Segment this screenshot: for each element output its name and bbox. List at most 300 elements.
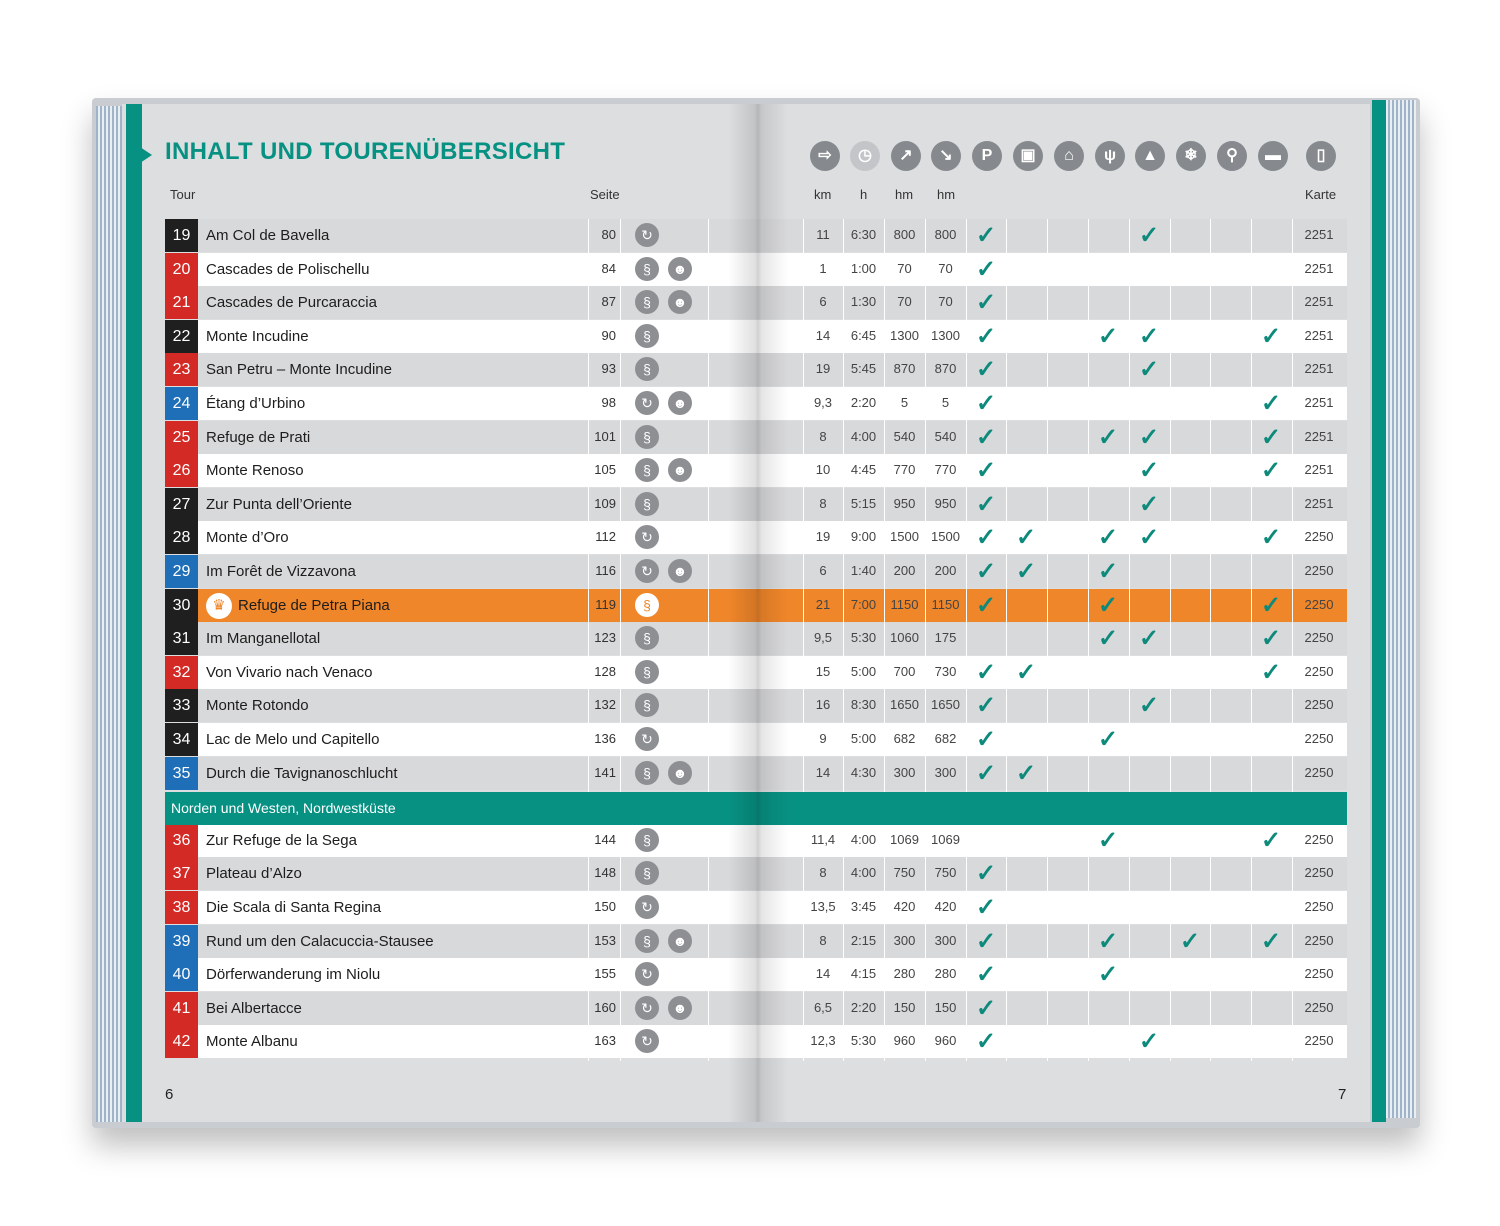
tour-number: 41 — [165, 992, 198, 1025]
one-way-icon: § — [635, 761, 659, 785]
cable-car-icon: ⌂ — [1054, 141, 1084, 171]
column-divider — [620, 219, 621, 1061]
ascent-value: 1650 — [890, 697, 919, 712]
check-icon: ✓ — [975, 592, 997, 619]
column-divider — [1088, 219, 1089, 1061]
descent-value: 800 — [934, 227, 957, 242]
column-divider — [588, 219, 589, 1061]
check-icon: ✓ — [1138, 1028, 1160, 1055]
overnight-icon: ▬ — [1258, 141, 1288, 171]
ascent-value: 200 — [893, 563, 916, 578]
hours-value: 9:00 — [850, 529, 877, 544]
tour-name: Rund um den Calacuccia-Stausee — [206, 933, 434, 950]
ascent-value: 682 — [893, 731, 916, 746]
tour-page: 84 — [601, 261, 616, 276]
descent-value: 70 — [938, 261, 953, 276]
check-icon: ✓ — [975, 760, 997, 787]
check-icon: ✓ — [975, 390, 997, 417]
tour-number: 42 — [165, 1025, 198, 1058]
descent-value: 960 — [934, 1033, 957, 1048]
check-icon: ✓ — [1015, 558, 1037, 585]
map-number: 2251 — [1304, 361, 1334, 376]
check-icon: ✓ — [1260, 827, 1282, 854]
check-icon: ✓ — [975, 692, 997, 719]
check-icon: ✓ — [975, 524, 997, 551]
tour-page: 141 — [594, 765, 616, 780]
tour-page: 163 — [594, 1033, 616, 1048]
map-number: 2250 — [1304, 966, 1334, 981]
page-number-right: 7 — [1338, 1086, 1347, 1103]
check-icon: ✓ — [1260, 659, 1282, 686]
map-number: 2250 — [1304, 529, 1334, 544]
ascent-value: 750 — [893, 865, 916, 880]
tour-page: 155 — [594, 966, 616, 981]
restaurant-icon: ψ — [1095, 141, 1125, 171]
tour-number: 35 — [165, 757, 198, 790]
descent-icon: ↘ — [931, 141, 961, 171]
col-header-seite: Seite — [590, 187, 620, 202]
map-number: 2251 — [1304, 395, 1334, 410]
tour-page: 132 — [594, 697, 616, 712]
round-trip-icon: ↻ — [635, 391, 659, 415]
tour-name: Monte d’Oro — [206, 529, 289, 546]
km-value: 6 — [819, 563, 827, 578]
check-icon: ✓ — [1097, 524, 1119, 551]
hours-value: 5:45 — [850, 361, 877, 376]
map-number: 2250 — [1304, 933, 1334, 948]
one-way-icon: § — [635, 861, 659, 885]
tour-name: Am Col de Bavella — [206, 227, 330, 244]
mountain-hut-icon: ▲ — [1135, 141, 1165, 171]
map-icon: ▯ — [1306, 141, 1336, 171]
tour-number: 24 — [165, 387, 198, 420]
km-value: 11 — [816, 227, 830, 242]
descent-value: 280 — [934, 966, 957, 981]
km-value: 8 — [819, 429, 827, 444]
col-header-tour: Tour — [170, 187, 196, 202]
page-edges-right — [1386, 100, 1416, 1118]
tour-number: 21 — [165, 286, 198, 319]
check-icon: ✓ — [975, 961, 997, 988]
descent-value: 1069 — [931, 832, 960, 847]
check-icon: ✓ — [1097, 625, 1119, 652]
map-number: 2250 — [1304, 664, 1334, 679]
check-icon: ✓ — [1260, 928, 1282, 955]
column-divider — [966, 219, 967, 1061]
km-value: 21 — [815, 597, 831, 612]
check-icon: ✓ — [1138, 692, 1160, 719]
check-icon: ✓ — [1097, 323, 1119, 350]
map-number: 2251 — [1304, 328, 1334, 343]
tour-name: Zur Punta dell’Oriente — [206, 496, 352, 513]
check-icon: ✓ — [1015, 760, 1037, 787]
column-divider — [1006, 219, 1007, 1061]
column-divider — [1210, 219, 1211, 1061]
hours-value: 4:00 — [850, 429, 877, 444]
descent-value: 300 — [934, 933, 957, 948]
tour-number: 28 — [165, 521, 198, 554]
descent-value: 175 — [934, 630, 957, 645]
tour-name: Cascades de Purcaraccia — [206, 294, 377, 311]
check-icon: ✓ — [1138, 222, 1160, 249]
check-icon: ✓ — [1138, 457, 1160, 484]
hours-value: 2:15 — [850, 933, 877, 948]
round-trip-icon: ↻ — [635, 996, 659, 1020]
map-number: 2251 — [1304, 429, 1334, 444]
tour-page: 87 — [601, 294, 616, 309]
tour-page: 112 — [595, 529, 616, 544]
check-icon: ✓ — [1260, 390, 1282, 417]
tour-number: 31 — [165, 622, 198, 655]
descent-value: 1150 — [931, 597, 960, 612]
ascent-value: 1069 — [890, 832, 919, 847]
tour-page: 116 — [595, 563, 616, 578]
check-icon: ✓ — [975, 256, 997, 283]
map-number: 2250 — [1304, 630, 1334, 645]
descent-value: 750 — [934, 865, 957, 880]
check-icon: ✓ — [1097, 827, 1119, 854]
km-value: 15 — [815, 664, 831, 679]
hours-value: 2:20 — [850, 395, 877, 410]
page-title: INHALT UND TOURENÜBERSICHT — [165, 138, 566, 165]
km-value: 16 — [815, 697, 831, 712]
tour-name: Refuge de Prati — [206, 429, 311, 446]
hours-value: 8:30 — [850, 697, 877, 712]
check-icon: ✓ — [1260, 625, 1282, 652]
tour-name: Lac de Melo und Capitello — [206, 731, 380, 748]
tour-name: Die Scala di Santa Regina — [206, 899, 382, 916]
descent-value: 300 — [934, 765, 957, 780]
km-value: 6 — [819, 294, 827, 309]
hours-value: 6:45 — [850, 328, 877, 343]
column-divider — [708, 219, 709, 1061]
tour-number: 30 — [165, 589, 198, 622]
one-way-icon: § — [635, 290, 659, 314]
kids-bear-icon: ☻ — [668, 559, 692, 583]
tour-name: Im Manganellotal — [206, 630, 321, 647]
one-way-icon: § — [635, 593, 659, 617]
map-number: 2251 — [1304, 261, 1334, 276]
page-number-left: 6 — [165, 1086, 174, 1103]
tour-name: Refuge de Petra Piana — [238, 597, 390, 614]
tour-number: 29 — [165, 555, 198, 588]
check-icon: ✓ — [975, 356, 997, 383]
ascent-value: 70 — [897, 294, 912, 309]
check-icon: ✓ — [975, 659, 997, 686]
column-divider — [1129, 219, 1130, 1061]
map-number: 2250 — [1304, 832, 1334, 847]
check-icon: ✓ — [1138, 491, 1160, 518]
round-trip-icon: ↻ — [635, 1029, 659, 1053]
tour-page: 148 — [594, 865, 616, 880]
check-icon: ✓ — [1179, 928, 1201, 955]
check-icon: ✓ — [1138, 424, 1160, 451]
map-number: 2250 — [1304, 865, 1334, 880]
tour-number: 19 — [165, 219, 198, 252]
tour-number: 39 — [165, 925, 198, 958]
map-number: 2251 — [1304, 294, 1334, 309]
bike-icon: ⚲ — [1217, 141, 1247, 171]
check-icon: ✓ — [1097, 592, 1119, 619]
check-icon: ✓ — [1138, 323, 1160, 350]
tour-name: Im Forêt de Vizzavona — [206, 563, 356, 580]
round-trip-icon: ↻ — [635, 525, 659, 549]
descent-value: 420 — [934, 899, 957, 914]
map-number: 2250 — [1304, 765, 1334, 780]
ascent-value: 280 — [893, 966, 916, 981]
hours-value: 1:30 — [850, 294, 877, 309]
one-way-icon: § — [635, 693, 659, 717]
ascent-value: 420 — [893, 899, 916, 914]
ascent-value: 700 — [893, 664, 916, 679]
column-divider — [803, 219, 804, 1061]
km-value: 13,5 — [810, 899, 836, 914]
tour-page: 101 — [594, 429, 616, 444]
round-trip-icon: ↻ — [635, 223, 659, 247]
signpost-icon: ⇨ — [810, 141, 840, 171]
tour-number: 38 — [165, 891, 198, 924]
col-header-hm-up: hm — [895, 187, 914, 202]
map-number: 2250 — [1304, 697, 1334, 712]
one-way-icon: § — [635, 492, 659, 516]
km-value: 14 — [815, 328, 831, 343]
hours-value: 6:30 — [850, 227, 877, 242]
round-trip-icon: ↻ — [635, 559, 659, 583]
hours-value: 2:20 — [850, 1000, 877, 1015]
check-icon: ✓ — [975, 491, 997, 518]
km-value: 12,3 — [810, 1033, 836, 1048]
descent-value: 870 — [934, 361, 957, 376]
check-icon: ✓ — [1260, 457, 1282, 484]
ascent-value: 300 — [893, 765, 916, 780]
ascent-value: 150 — [893, 1000, 916, 1015]
tour-number: 33 — [165, 689, 198, 722]
tour-number: 22 — [165, 320, 198, 353]
km-value: 19 — [815, 529, 831, 544]
check-icon: ✓ — [975, 995, 997, 1022]
ascent-value: 1500 — [890, 529, 919, 544]
column-divider — [884, 219, 885, 1061]
hours-value: 4:15 — [850, 966, 877, 981]
hours-value: 1:00 — [850, 261, 877, 276]
check-icon: ✓ — [975, 726, 997, 753]
hours-value: 5:00 — [850, 731, 877, 746]
km-value: 6,5 — [813, 1000, 833, 1015]
crown-icon: ♛ — [206, 593, 232, 619]
descent-value: 682 — [934, 731, 957, 746]
tour-page: 90 — [601, 328, 616, 343]
tour-number: 36 — [165, 824, 198, 857]
check-icon: ✓ — [975, 457, 997, 484]
map-number: 2250 — [1304, 597, 1334, 612]
hours-value: 4:00 — [850, 832, 877, 847]
tour-page: 105 — [594, 462, 616, 477]
tour-page: 160 — [594, 1000, 616, 1015]
check-icon: ✓ — [1260, 524, 1282, 551]
right-teal-border — [1372, 100, 1386, 1122]
hours-value: 4:00 — [850, 865, 877, 880]
hours-value: 7:00 — [850, 597, 877, 612]
check-icon: ✓ — [1138, 625, 1160, 652]
hours-value: 5:00 — [850, 664, 877, 679]
tour-name: Plateau d’Alzo — [206, 865, 302, 882]
km-value: 19 — [815, 361, 831, 376]
check-icon: ✓ — [1097, 558, 1119, 585]
ascent-value: 770 — [893, 462, 916, 477]
ascent-value: 70 — [897, 261, 912, 276]
descent-value: 5 — [941, 395, 950, 410]
map-number: 2251 — [1304, 462, 1334, 477]
col-header-karte: Karte — [1305, 187, 1337, 202]
km-value: 8 — [819, 865, 827, 880]
tour-name: Zur Refuge de la Sega — [206, 832, 357, 849]
check-icon: ✓ — [1097, 961, 1119, 988]
page-edges-left — [96, 106, 122, 1122]
map-number: 2250 — [1304, 1000, 1334, 1015]
check-icon: ✓ — [1260, 424, 1282, 451]
km-value: 9,3 — [813, 395, 833, 410]
tour-page: 119 — [595, 597, 616, 612]
descent-value: 1300 — [931, 328, 960, 343]
ascent-icon: ↗ — [891, 141, 921, 171]
check-icon: ✓ — [1097, 928, 1119, 955]
title-arrow-icon — [140, 147, 152, 163]
hours-value: 1:40 — [850, 563, 877, 578]
km-value: 10 — [815, 462, 831, 477]
check-icon: ✓ — [975, 928, 997, 955]
kids-bear-icon: ☻ — [668, 929, 692, 953]
descent-value: 730 — [934, 664, 957, 679]
check-icon: ✓ — [975, 894, 997, 921]
kids-bear-icon: ☻ — [668, 290, 692, 314]
km-value: 1 — [819, 261, 827, 276]
col-header-hm-down: hm — [937, 187, 956, 202]
check-icon: ✓ — [1138, 356, 1160, 383]
tour-name: Monte Renoso — [206, 462, 304, 479]
check-icon: ✓ — [1260, 323, 1282, 350]
map-number: 2251 — [1304, 227, 1334, 242]
descent-value: 770 — [934, 462, 957, 477]
one-way-icon: § — [635, 257, 659, 281]
clock-icon: ◷ — [850, 141, 880, 171]
tour-number: 23 — [165, 353, 198, 386]
tour-page: 150 — [594, 899, 616, 914]
one-way-icon: § — [635, 626, 659, 650]
tour-number: 20 — [165, 253, 198, 286]
descent-value: 1650 — [931, 697, 960, 712]
map-number: 2250 — [1304, 1033, 1334, 1048]
tour-page: 80 — [601, 227, 616, 242]
check-icon: ✓ — [1097, 726, 1119, 753]
hours-value: 5:30 — [850, 630, 877, 645]
tour-name: Bei Albertacce — [206, 1000, 302, 1017]
check-icon: ✓ — [975, 424, 997, 451]
book-spine-shadow — [728, 104, 788, 1122]
tour-name: San Petru – Monte Incudine — [206, 361, 392, 378]
kids-bear-icon: ☻ — [668, 996, 692, 1020]
column-divider — [1251, 219, 1252, 1061]
col-header-h: h — [860, 187, 868, 202]
km-value: 8 — [819, 496, 827, 511]
check-icon: ✓ — [975, 323, 997, 350]
km-value: 14 — [815, 765, 831, 780]
km-value: 9 — [819, 731, 827, 746]
col-header-km: km — [814, 187, 832, 202]
one-way-icon: § — [635, 929, 659, 953]
ascent-value: 870 — [893, 361, 916, 376]
column-divider — [1047, 219, 1048, 1061]
tour-name: Monte Albanu — [206, 1033, 298, 1050]
km-value: 9,5 — [813, 630, 833, 645]
tour-number: 40 — [165, 958, 198, 991]
ascent-value: 950 — [893, 496, 916, 511]
one-way-icon: § — [635, 357, 659, 381]
tour-number: 37 — [165, 857, 198, 890]
ascent-value: 1150 — [890, 597, 919, 612]
kids-bear-icon: ☻ — [668, 257, 692, 281]
hours-value: 5:15 — [850, 496, 877, 511]
one-way-icon: § — [635, 425, 659, 449]
tour-name: Étang d’Urbino — [206, 395, 306, 412]
tour-number: 27 — [165, 488, 198, 521]
check-icon: ✓ — [1015, 524, 1037, 551]
map-number: 2250 — [1304, 731, 1334, 746]
left-teal-border — [126, 104, 142, 1122]
km-value: 8 — [819, 933, 827, 948]
check-icon: ✓ — [975, 558, 997, 585]
tour-name: Cascades de Polischellu — [206, 261, 370, 278]
ascent-value: 5 — [900, 395, 909, 410]
round-trip-icon: ↻ — [635, 895, 659, 919]
tour-number: 25 — [165, 421, 198, 454]
hours-value: 4:30 — [850, 765, 877, 780]
section-label: Norden und Westen, Nordwestküste — [171, 800, 396, 816]
hours-value: 5:30 — [850, 1033, 877, 1048]
one-way-icon: § — [635, 324, 659, 348]
check-icon: ✓ — [975, 222, 997, 249]
column-divider — [1170, 219, 1171, 1061]
tour-page: 136 — [594, 731, 616, 746]
one-way-icon: § — [635, 828, 659, 852]
round-trip-icon: ↻ — [635, 962, 659, 986]
ascent-value: 800 — [893, 227, 916, 242]
round-trip-icon: ↻ — [635, 727, 659, 751]
ascent-value: 1060 — [890, 630, 919, 645]
check-icon: ✓ — [1138, 524, 1160, 551]
kids-bear-icon: ☻ — [668, 458, 692, 482]
map-number: 2250 — [1304, 899, 1334, 914]
kids-bear-icon: ☻ — [668, 761, 692, 785]
tour-name: Monte Incudine — [206, 328, 309, 345]
ascent-value: 960 — [893, 1033, 916, 1048]
ascent-value: 540 — [893, 429, 916, 444]
descent-value: 70 — [938, 294, 953, 309]
bus-icon: ▣ — [1013, 141, 1043, 171]
tour-name: Von Vivario nach Venaco — [206, 664, 373, 681]
column-divider — [925, 219, 926, 1061]
map-number: 2251 — [1304, 496, 1334, 511]
check-icon: ✓ — [1015, 659, 1037, 686]
descent-value: 950 — [934, 496, 957, 511]
check-icon: ✓ — [975, 860, 997, 887]
tour-name: Durch die Tavignanoschlucht — [206, 765, 398, 782]
tour-page: 128 — [594, 664, 616, 679]
winter-icon: ❄ — [1176, 141, 1206, 171]
tour-number: 34 — [165, 723, 198, 756]
map-number: 2250 — [1304, 563, 1334, 578]
tour-number: 26 — [165, 454, 198, 487]
tour-name: Monte Rotondo — [206, 697, 309, 714]
